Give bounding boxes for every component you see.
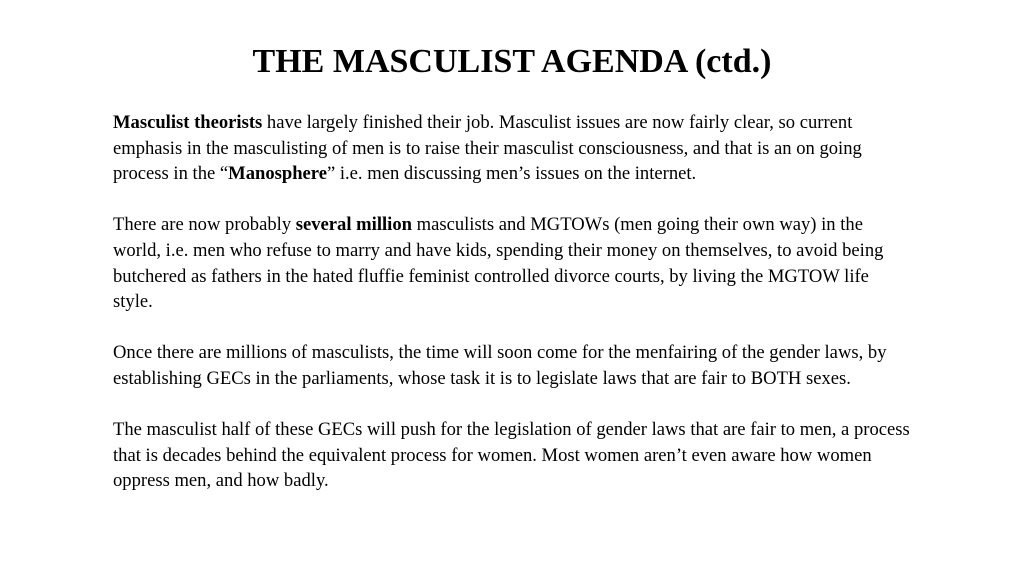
paragraph-gecs: Once there are millions of masculists, the time will soon come for the menfairing of the gender laws, by establishing GECs in the parliaments, whose task it is to legislate laws that are fair to BOTH sexes. <box>113 342 887 389</box>
bold-several-million: several million <box>295 214 412 236</box>
paragraph-mgtow <box>113 212 913 314</box>
slide-body <box>113 110 913 494</box>
bold-masculist-theorists: Masculist theorists <box>113 112 263 133</box>
paragraph-text: There are now probably <box>113 214 296 236</box>
paragraph-text: have largely finished their job. Masculist issues are now fairly clear, so current emphasis in the masculisting of men is to raise their masculist consciousness, and that is an on going process in the “ <box>113 112 862 185</box>
paragraph-theorists <box>113 110 913 187</box>
bold-manosphere: Manosphere <box>228 163 327 185</box>
paragraph-legislation: The masculist half of these GECs will push for the legislation of gender laws that are fair to men, a process that is decades behind the equivalent process for women. Most women aren’t even aware how women oppress men, and how badly. <box>113 419 910 492</box>
paragraph-text: ” i.e. men discussing men’s issues on the internet. <box>326 163 697 185</box>
paragraph-text: masculists and MGTOWs (men going their own way) in the world, i.e. men who refuse to marry and have kids, spending their money on themselves, to avoid being butchered as fathers in the hated fluffie feminist controlled divorce courts, by living the MGTOW life style. <box>113 214 884 313</box>
slide-title: THE MASCULIST AGENDA (ctd.) <box>252 43 772 80</box>
